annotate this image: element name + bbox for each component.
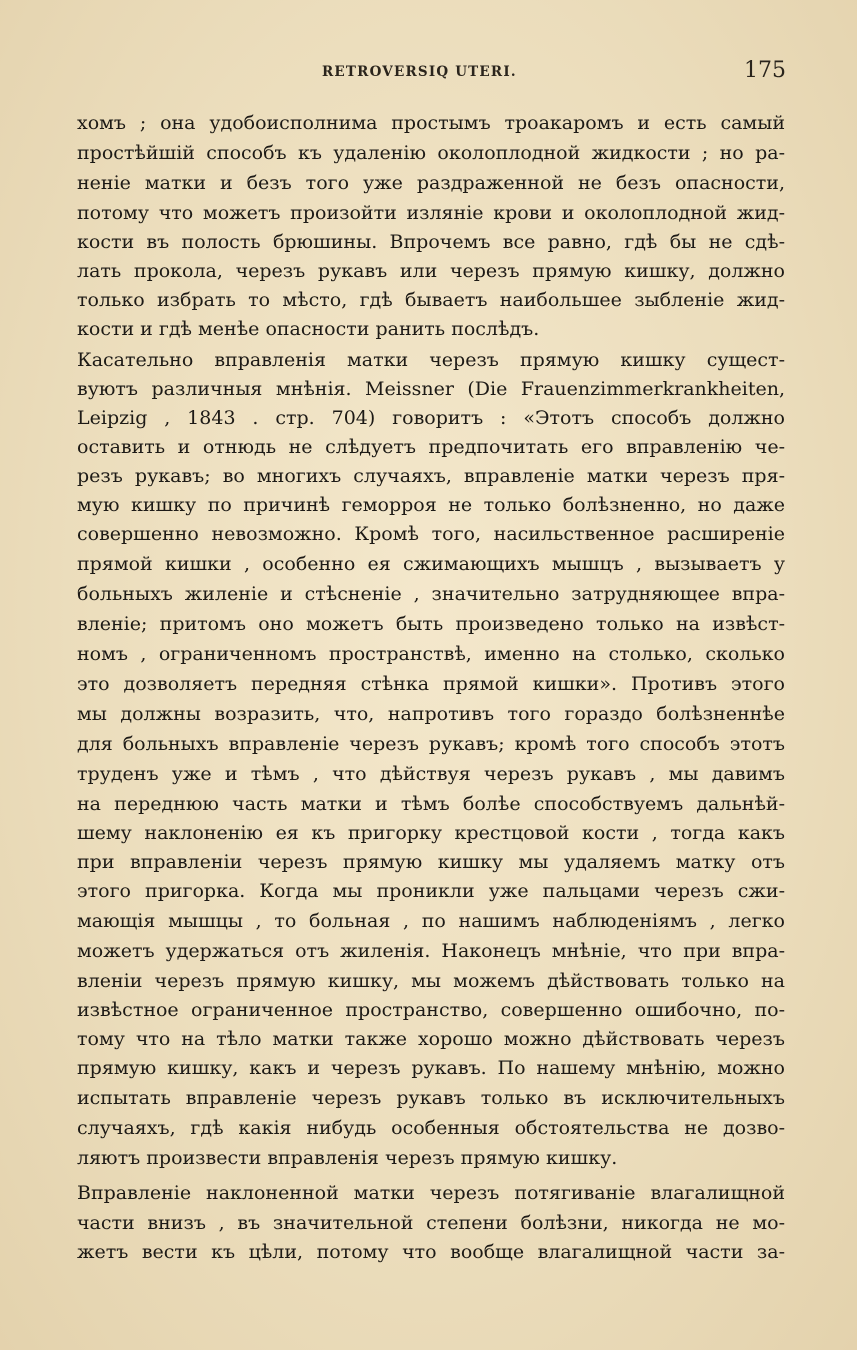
text-line: потому что можетъ произойти изляніе крови и околоплодной жид- xyxy=(77,202,785,224)
text-line: испытать вправленiе черезъ рукавъ только въ исключительныхъ xyxy=(77,1087,785,1109)
text-line: вленiе; притомъ оно можетъ быть произведено только на извѣст- xyxy=(77,613,785,635)
text-line: Касательно вправленiя матки черезъ прямую кишку сущест- xyxy=(77,349,785,371)
text-line: вленiи черезъ прямую кишку, мы можемъ дѣйствовать только на xyxy=(77,970,785,992)
text-line: совершенно невозможно. Кромѣ того, насильственное расширенiе xyxy=(77,523,785,545)
text-line: мы должны возразить, что, напротивъ того гораздо болѣзненнѣе xyxy=(77,703,785,725)
text-line: простѣйшiй способъ къ удаленiю околоплодной жидкости ; но ра- xyxy=(77,142,785,164)
text-line: можетъ удержаться отъ жиленiя. Наконецъ мнѣнiе, что при впра- xyxy=(77,940,785,962)
text-line: при вправленiи черезъ прямую кишку мы удаляемъ матку отъ xyxy=(77,851,785,873)
text-line: извѣстное ограниченное пространство, совершенно ошибочно, по- xyxy=(77,999,785,1021)
text-line: оставить и отнюдь не слѣдуетъ предпочитать его вправленiю че- xyxy=(77,436,785,458)
text-line: прямой кишки , особенно ея сжимающихъ мышцъ , вызываетъ у xyxy=(77,553,785,575)
text-line: это дозволяетъ передняя стѣнка прямой кишки». Противъ этого xyxy=(77,673,785,695)
text-line: мающiя мышцы , то больная , по нашимъ наблюденiямъ , легко xyxy=(77,910,785,932)
text-line: ненiе матки и безъ того уже раздраженной не безъ опасности, xyxy=(77,172,785,194)
text-line: прямую кишку, какъ и черезъ рукавъ. По нашему мнѣнiю, можно xyxy=(77,1057,785,1079)
text-line: хомъ ; она удобоисполнима простымъ троакаромъ и есть самый xyxy=(77,112,785,134)
text-line: Leipzig , 1843 . стр. 704) говоритъ : «Этотъ способъ должно xyxy=(77,407,785,429)
text-line: мую кишку по причинѣ геморроя не только болѣзненно, но даже xyxy=(77,494,785,516)
text-line: вуютъ различныя мнѣнiя. Meissner (Die Frauenzimmerkrankheiten, xyxy=(77,378,785,400)
text-line: тому что на тѣло матки также хорошо можно дѣйствовать черезъ xyxy=(77,1028,785,1050)
text-line: жетъ вести къ цѣли, потому что вообще влагалищной части за- xyxy=(77,1241,785,1263)
text-line: на переднюю часть матки и тѣмъ болѣе способствуемъ дальнѣй- xyxy=(77,793,785,815)
text-line: Вправленiе наклоненной матки черезъ потягиванiе влагалищной xyxy=(77,1182,785,1204)
text-line: больныхъ жиленiе и стѣсненiе , значительно затрудняющее впра- xyxy=(77,583,785,605)
page-number: 175 xyxy=(744,58,786,83)
text-line: резъ рукавъ; во многихъ случаяхъ, вправленiе матки черезъ пря- xyxy=(77,465,785,487)
page-header xyxy=(0,58,857,88)
text-line: случаяхъ, гдѣ какiя нибудь особенныя обстоятельства не дозво- xyxy=(77,1117,785,1139)
text-line: шему наклоненiю ея къ пригорку крестцовой кости , тогда какъ xyxy=(77,822,785,844)
text-line: кости въ полость брюшины. Впрочемъ все равно, гдѣ бы не сдѣ- xyxy=(77,231,785,253)
text-line: кости и гдѣ менѣе опасности ранить послѣдъ. xyxy=(77,318,540,340)
text-line: номъ , ограниченномъ пространствѣ, именно на столько, сколько xyxy=(77,643,785,665)
text-line: труденъ уже и тѣмъ , что дѣйствуя черезъ рукавъ , мы давимъ xyxy=(77,763,785,785)
text-line: лать прокола, черезъ рукавъ или черезъ прямую кишку, должно xyxy=(77,260,785,282)
text-line: только избрать то мѣсто, гдѣ бываетъ наибольшее зыбленiе жид- xyxy=(77,289,785,311)
text-line: ляютъ произвести вправленiя черезъ прямую кишку. xyxy=(77,1147,618,1169)
text-line: части внизъ , въ значительной степени болѣзни, никогда не мо- xyxy=(77,1212,785,1234)
text-line: этого пригорка. Когда мы проникли уже пальцами черезъ сжи- xyxy=(77,880,785,902)
text-line: для больныхъ вправленiе черезъ рукавъ; кромѣ того способъ этотъ xyxy=(77,733,785,755)
running-head: RETROVERSIQ UTERI. xyxy=(322,64,517,80)
